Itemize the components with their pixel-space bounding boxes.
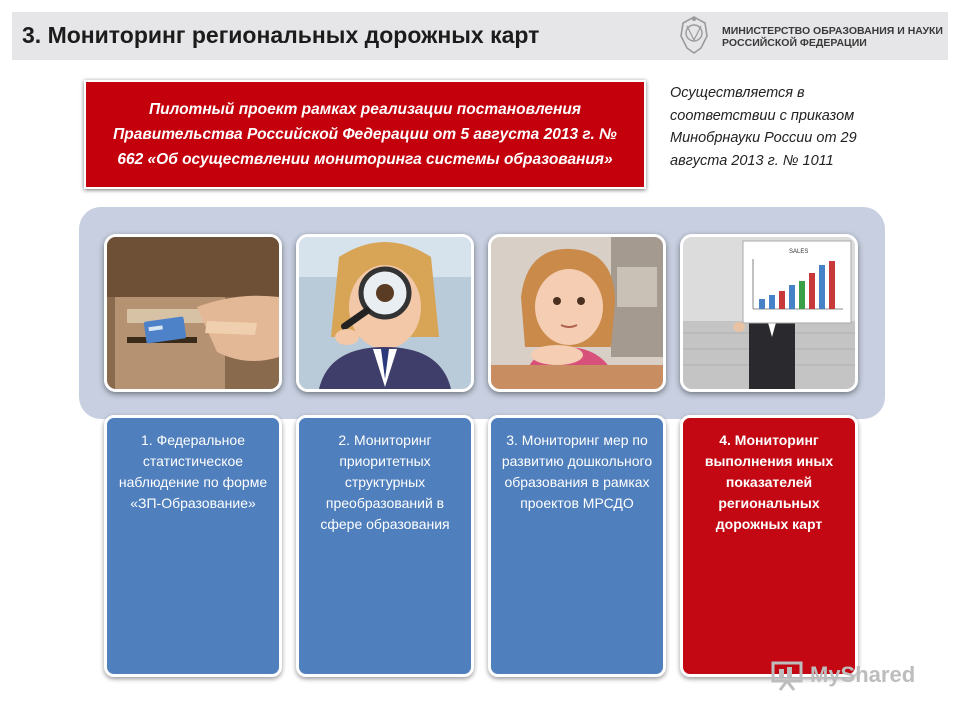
child-at-table-photo <box>488 234 666 392</box>
order-note: Осуществляется в соответствии с приказом Минобрнауки России от 29 августа 2013 г. № 1011 <box>670 85 857 169</box>
sales-chart-photo <box>680 234 858 392</box>
card-2-text: 2. Мониторинг приоритетных структурных преобразований в сфере образования <box>320 432 450 532</box>
ministry-name <box>722 25 943 49</box>
card-structural-reforms <box>296 415 474 677</box>
pilot-project-box <box>84 80 646 189</box>
magnifier-girl-photo <box>296 234 474 392</box>
card-preschool-development <box>488 415 666 677</box>
card-1-text: 1. Федеральное статистическое наблюдение по форме «ЗП-Образование» <box>118 432 268 511</box>
card-3-text: 3. Мониторинг мер по развитию дошкольного образования в рамках проектов МРСДО <box>501 432 653 511</box>
card-federal-statistics <box>104 415 282 677</box>
presentation-icon <box>770 658 804 692</box>
pilot-project-text: Пилотный проект рамках реализации постановления Правительства Российской Федерации от 5 августа 2013 г. № 662 «Об осуществлении мониторинга системы образования» <box>113 101 617 168</box>
watermark-text: MyShared <box>810 662 916 687</box>
card-4-text: 4. Мониторинг выполнения иных показателей региональных дорожных карт <box>704 432 834 532</box>
payment-card-photo <box>104 234 282 392</box>
card-other-indicators <box>680 415 858 677</box>
ministry-emblem-icon <box>675 14 713 56</box>
ministry-line-2: РОССИЙСКОЙ ФЕДЕРАЦИИ <box>722 37 867 49</box>
page-title: 3. Мониторинг региональных дорожных карт <box>22 22 540 48</box>
sales-chart-label: SALES <box>789 249 809 255</box>
watermark <box>770 657 915 693</box>
ministry-line-1: МИНИСТЕРСТВО ОБРАЗОВАНИЯ И НАУКИ <box>722 25 943 37</box>
